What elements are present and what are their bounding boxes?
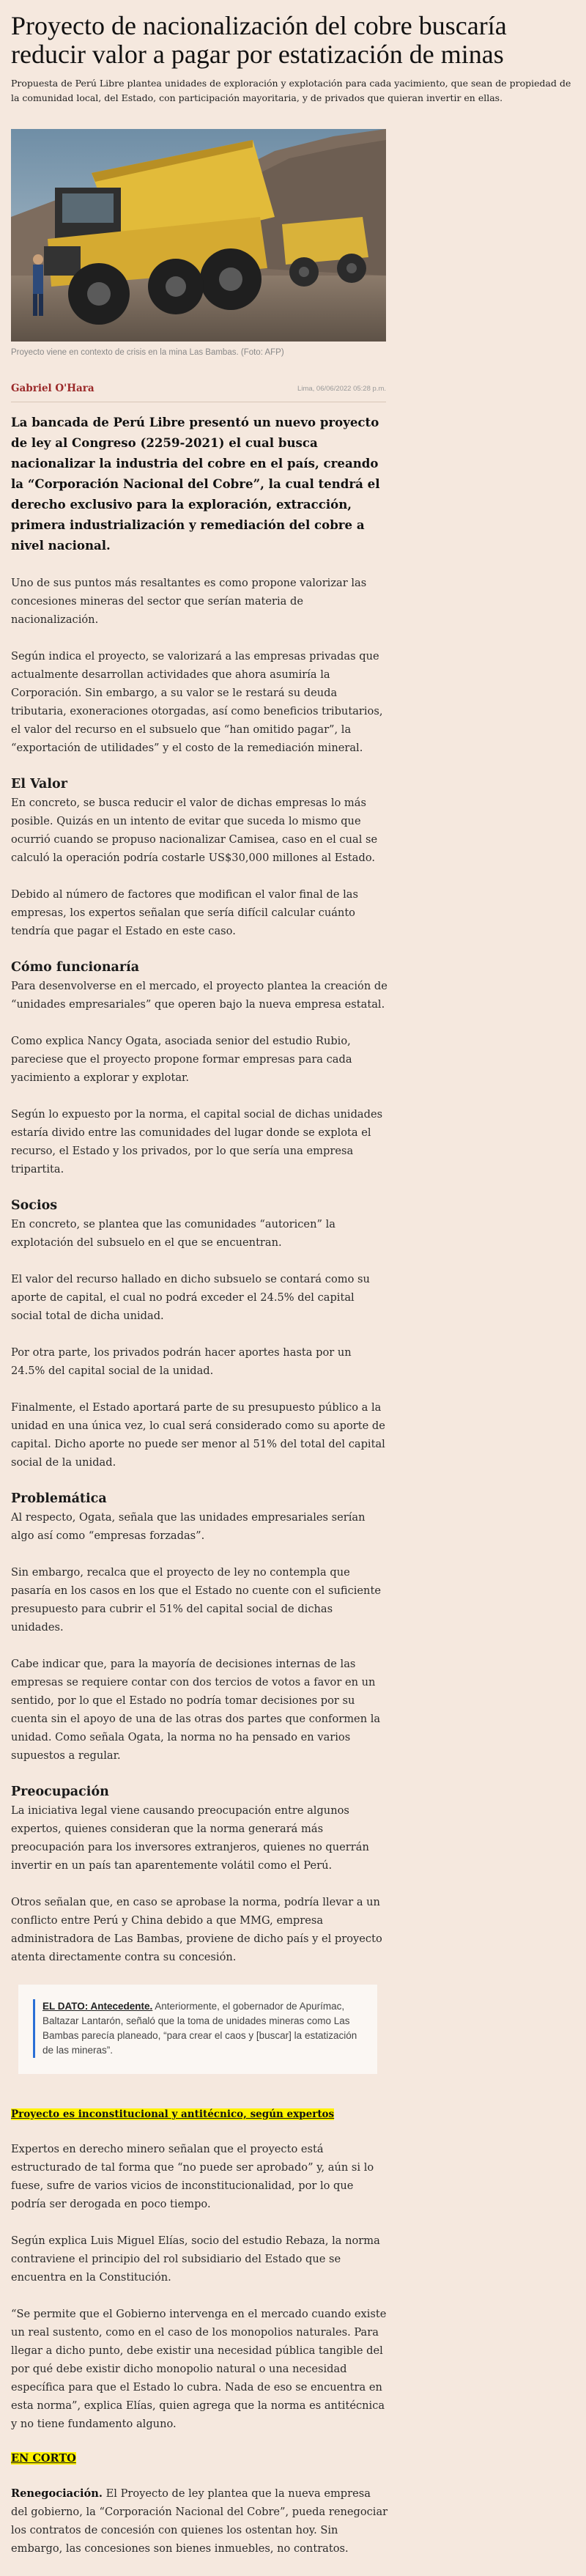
section-heading-valor: El Valor bbox=[11, 777, 67, 791]
en-corto-tag: EN CORTO bbox=[11, 2452, 76, 2465]
paragraph: Según indica el proyecto, se valorizará a las empresas privadas que actualmente desarrollan actividades que ahora asumiría la Corporación. Sin embargo, a su valor se le restará su deuda tributaria, exoneraciones otorgadas, así como beneficios tributarios, el valor del recurso en el subsuelo que “han omitido pagar”, la “exportación de utilidades” y el costo de la remediación mineral. bbox=[11, 650, 383, 754]
paragraph: Por otra parte, los privados podrán hacer aportes hasta por un 24.5% del capital social de la unidad. bbox=[11, 1346, 352, 1377]
inconstitucional-heading: Proyecto es inconstitucional y antitécnico, según expertos bbox=[11, 2108, 335, 2120]
renegociacion-label: Renegociación. bbox=[11, 2487, 103, 2500]
article-body bbox=[11, 412, 388, 2576]
paragraph: Expertos en derecho minero señalan que el proyecto está estructurado de tal forma que “no puede ser aprobado” y, aún si lo fuese, sufre de varios vicios de inconstitucionalidad, por lo que podría ser derogada en poco tiempo. bbox=[11, 2143, 374, 2210]
section-heading-como-funcionaria: Cómo funcionaría bbox=[11, 960, 140, 975]
article-lead: Propuesta de Perú Libre plantea unidades de exploración y explotación para cada yacimiento, que sean de propiedad de la comunidad local, del Estado, con participación mayoritaria, y de privados que quieran invertir en ellas. bbox=[11, 78, 571, 103]
paragraph: Para desenvolverse en el mercado, el proyecto plantea la creación de “unidades empresariales” que operen bajo la nueva empresa estatal. bbox=[11, 980, 387, 1011]
paragraph: Al respecto, Ogata, señala que las unidades empresariales serían algo así como “empresas forzadas”. bbox=[11, 1511, 366, 1542]
renegociacion-paragraph bbox=[11, 2484, 388, 2558]
el-dato-label: EL DATO: Antecedente. bbox=[42, 2001, 153, 2012]
section-heading-socios: Socios bbox=[11, 1198, 58, 1213]
publish-date: Lima, 06/06/2022 05:28 p.m. bbox=[297, 385, 386, 393]
paragraph: El valor del recurso hallado en dicho subsuelo se contará como su aporte de capital, el cual no podrá exceder el 24.5% del capital social total de dicha unidad. bbox=[11, 1273, 370, 1322]
article-intro: La bancada de Perú Libre presentó un nuevo proyecto de ley al Congreso (2259-2021) el cual busca nacionalizar la industria del cobre en el país, creando la “Corporación Nacional del Cobre”, la cual tendrá el derecho exclusivo para la exploración, extracción, primera industrialización y remediación del cobre a nivel nacional. bbox=[11, 415, 380, 553]
paragraph: Debido al número de factores que modifican el valor final de las empresas, los expertos señalan que sería difícil calcular cuánto tendría que pagar el Estado en este caso. bbox=[11, 888, 358, 937]
en-corto-tag-row bbox=[11, 2451, 388, 2466]
section-heading-problematica: Problemática bbox=[11, 1491, 107, 1506]
el-dato-content bbox=[33, 1999, 361, 2058]
paragraph: Finalmente, el Estado aportará parte de su presupuesto público a la unidad en una única vez, lo cual será considerado como su aporte de capital. Dicho aporte no puede ser menor al 51% del total del capital social de la unidad. bbox=[11, 1401, 385, 1469]
paragraph: Según lo expuesto por la norma, el capital social de dichas unidades estaría divido entre las comunidades del lugar donde se explota el recurso, el Estado y los privados, por lo que sería una empresa tripartita. bbox=[11, 1108, 383, 1176]
photo-caption: Proyecto viene en contexto de crisis en la mina Las Bambas. (Foto: AFP) bbox=[11, 348, 284, 357]
paragraph: “Se permite que el Gobierno intervenga en el mercado cuando existe un real sustento, como en el caso de los monopolios naturales. Para llegar a dicho punto, debe existir una necesidad pública tangible del por qué debe existir dicho monopolio natural o una necesidad específica para que el Estado lo cubra. Nada de eso se encuentra en esta norma”, explica Elías, quien agrega que la norma es antitécnica y no tiene fundamento alguno. bbox=[11, 2308, 387, 2430]
el-dato-box bbox=[18, 1985, 377, 2074]
renegociacion-text: El Proyecto de ley plantea que la nueva empresa del gobierno, la “Corporación Nacional del Cobre”, pueda renegociar los contratos de concesión con quienes los ostentan hoy. Sin embargo, las concesiones son bienes inmuebles, no contratos. bbox=[11, 2487, 388, 2555]
paragraph: En concreto, se plantea que las comunidades “autoricen” la explotación del subsuelo en el que se encuentran. bbox=[11, 1218, 335, 1249]
el-dato-text: Anteriormente, el gobernador de Apurímac, Baltazar Lantarón, señaló que la toma de unidades mineras como Las Bambas parecía planeado, “para crear el caos y [buscar] la estatización de las mineras”. bbox=[42, 2001, 357, 2056]
paragraph: En concreto, se busca reducir el valor de dichas empresas lo más posible. Quizás en un intento de evitar que suceda lo mismo que ocurrió cuando se propuso nacionalizar Camisea, caso en el cual se calculó la operación podría costarle US$30,000 millones al Estado. bbox=[11, 797, 378, 864]
paragraph: Cabe indicar que, para la mayoría de decisiones internas de las empresas se requiere contar con dos tercios de votos a favor en un sentido, por lo que el Estado no podría tomar decisiones por su cuenta sin el apoyo de una de las otras dos partes que conformen la unidad. Como señala Ogata, la norma no ha pensado en varios supuestos a regular. bbox=[11, 1658, 381, 1762]
section-heading-preocupacion: Preocupación bbox=[11, 1785, 109, 1799]
paragraph: La iniciativa legal viene causando preocupación entre algunos expertos, quienes consideran que la norma generará más preocupación para los inversores extranjeros, quienes no querrán invertir en un país tan aparentemente volátil como el Perú. bbox=[11, 1804, 369, 1872]
highlight-subheading bbox=[11, 2107, 388, 2122]
article-photo bbox=[11, 129, 386, 342]
page-title: Proyecto de nacionalización del cobre buscaría reducir valor a pagar por estatización de minas bbox=[11, 11, 507, 69]
paragraph: Otros señalan que, en caso se aprobase la norma, podría llevar a un conflicto entre Perú y China debido a que MMG, empresa administradora de Las Bambas, proviene de dicho país y el proyecto atenta directamente contra su concesión. bbox=[11, 1896, 382, 1963]
paragraph: Como explica Nancy Ogata, asociada senior del estudio Rubio, pareciese que el proyecto propone formar empresas para cada yacimiento a explorar y explotar. bbox=[11, 1035, 352, 1084]
paragraph: Sin embargo, recalca que el proyecto de ley no contempla que pasaría en los casos en los que el Estado no cuente con el suficiente presupuesto para cubrir el 51% del capital social de dichas unidades. bbox=[11, 1566, 381, 1634]
paragraph: Uno de sus puntos más resaltantes es como propone valorizar las concesiones mineras del sector que serían materia de nacionalización. bbox=[11, 577, 367, 626]
paragraph: Según explica Luis Miguel Elías, socio del estudio Rebaza, la norma contraviene el principio del rol subsidiario del Estado que se encuentra en la Constitución. bbox=[11, 2234, 380, 2284]
author-link[interactable]: Gabriel O'Hara bbox=[11, 383, 94, 394]
